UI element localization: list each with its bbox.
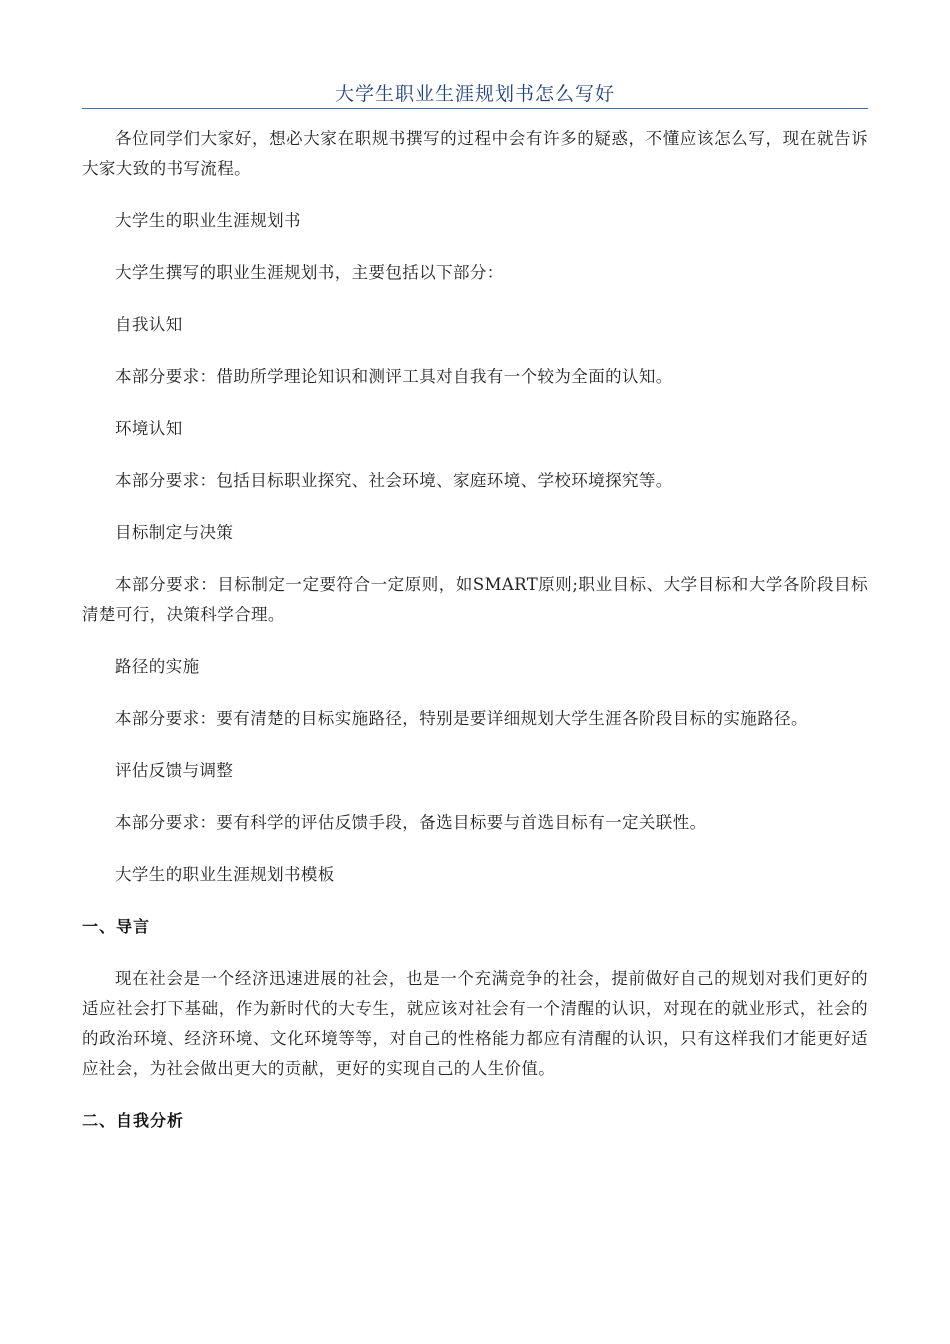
paragraph-self-awareness: 自我认知	[115, 315, 183, 334]
paragraph-path-req: 本部分要求：要有清楚的目标实施路径，特别是要详细规划大学生涯各阶段目标的实施路径。	[115, 709, 808, 728]
paragraph-path: 路径的实施	[115, 657, 200, 676]
paragraph-evaluation: 评估反馈与调整	[115, 761, 234, 780]
document-body	[82, 124, 868, 1136]
paragraph-goal-setting-req: 本部分要求：目标制定一定要符合一定原则，如SMART原则;职业目标、大学目标和大学各阶段目标清楚可行，决策科学合理。	[82, 575, 868, 624]
document-title: 大学生职业生涯规划书怎么写好	[334, 83, 615, 105]
paragraph-parts-intro: 大学生撰写的职业生涯规划书，主要包括以下部分：	[115, 263, 504, 282]
paragraph-goal-setting: 目标制定与决策	[115, 523, 234, 542]
introduction-paragraph: 现在社会是一个经济迅速进展的社会，也是一个充满竞争的社会，提前做好自己的规划对我们更好的适应社会打下基础，作为新时代的大专生，就应该对社会有一个清醒的认识，对现在的就业形式，社会的的政治环境、经济环境、文化环境等等，对自己的性格能力都应有清醒的认识，只有这样我们才能更好适应社会，为社会做出更大的贡献，更好的实现自己的人生价值。	[82, 969, 868, 1078]
paragraph-evaluation-req: 本部分要求：要有科学的评估反馈手段，备选目标要与首选目标有一定关联性。	[115, 813, 707, 832]
section-heading-self-analysis: 二、自我分析	[82, 1111, 185, 1130]
intro-paragraph: 各位同学们大家好，想必大家在职规书撰写的过程中会有许多的疑惑，不懂应该怎么写，现在就告诉大家大致的书写流程。	[82, 129, 868, 178]
title-underline	[82, 108, 868, 109]
paragraph-plan-book: 大学生的职业生涯规划书	[115, 211, 301, 230]
paragraph-environment-req: 本部分要求：包括目标职业探究、社会环境、家庭环境、学校环境探究等。	[115, 471, 673, 490]
section-heading-introduction: 一、导言	[82, 917, 151, 936]
paragraph-self-awareness-req: 本部分要求：借助所学理论知识和测评工具对自我有一个较为全面的认知。	[115, 367, 673, 386]
document-page	[82, 0, 868, 1344]
paragraph-environment: 环境认知	[115, 419, 183, 438]
paragraph-template: 大学生的职业生涯规划书模板	[115, 865, 335, 884]
